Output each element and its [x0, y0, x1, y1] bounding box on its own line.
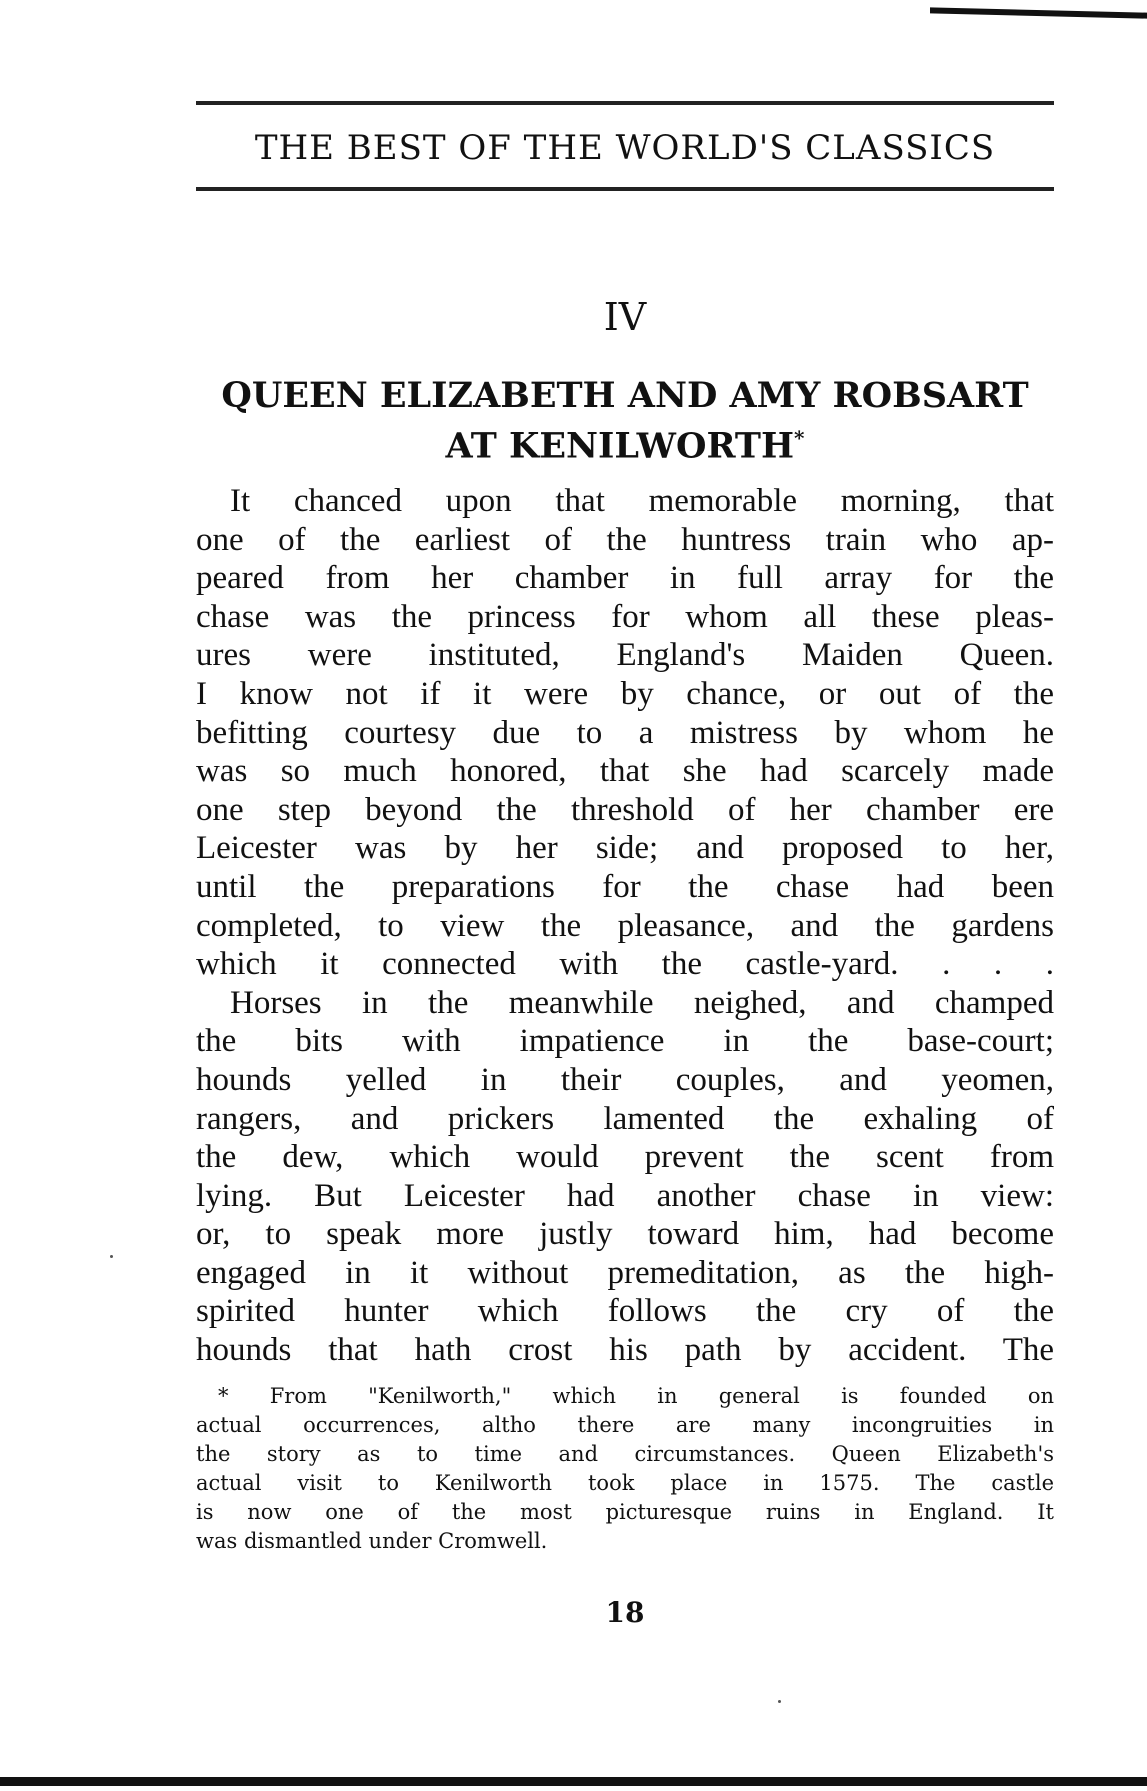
body-line: one step beyond the threshold of her chamber ere — [196, 791, 1054, 828]
footnote-marker: * — [794, 426, 805, 450]
footnote-line: actual occurrences, altho there are many incongruities in — [196, 1413, 1054, 1437]
body-line: one of the earliest of the huntress train who ap- — [196, 521, 1054, 558]
body-line: hounds yelled in their couples, and yeomen, — [196, 1061, 1054, 1098]
header-rule-bottom — [196, 187, 1054, 191]
chapter-title-text: AT KENILWORTH — [445, 425, 795, 467]
body-line: It chanced upon that memorable morning, that — [230, 483, 1054, 519]
chapter-title-line-1: QUEEN ELIZABETH AND AMY ROBSART — [221, 375, 1029, 416]
footnote-line: actual visit to Kenilworth took place in 1575. The castle — [196, 1471, 1054, 1495]
chapter-title-line-2 — [196, 417, 1054, 468]
body-line: I know not if it were by chance, or out of the — [196, 675, 1054, 712]
footnote-line: was dismantled under Cromwell. — [196, 1529, 548, 1553]
footnote-line: is now one of the most picturesque ruins in England. It — [196, 1500, 1054, 1524]
running-head: THE BEST OF THE WORLD'S CLASSICS — [254, 128, 996, 168]
body-line: peared from her chamber in full array for the — [196, 560, 1054, 597]
body-line: Horses in the meanwhile neighed, and champed — [230, 984, 1054, 1021]
chapter-number: IV — [603, 295, 647, 339]
footnote-line: * From "Kenilworth," which in general is founded on — [218, 1384, 1054, 1408]
body-line: which it connected with the castle-yard. . . . — [196, 946, 1054, 983]
body-line: spirited hunter which follows the cry of the — [196, 1293, 1054, 1330]
body-line: was so much honored, that she had scarcely made — [196, 753, 1054, 790]
body-line: the bits with impatience in the base-court; — [196, 1023, 1054, 1060]
body-line: Leicester was by her side; and proposed to her, — [196, 830, 1054, 867]
body-line: completed, to view the pleasance, and the gardens — [196, 907, 1054, 944]
body-line: befitting courtesy due to a mistress by whom he — [196, 714, 1054, 751]
chapter-title — [196, 375, 1054, 468]
body-line: engaged in it without premeditation, as the high- — [196, 1254, 1054, 1291]
footnote — [196, 1382, 1054, 1556]
body-line: the dew, which would prevent the scent from — [196, 1139, 1054, 1176]
body-line: or, to speak more justly toward him, had become — [196, 1216, 1054, 1253]
body-line: lying. But Leicester had another chase in view: — [196, 1177, 1054, 1214]
body-line: chase was the princess for whom all these pleas- — [196, 598, 1054, 635]
body-line: ures were instituted, England's Maiden Queen. — [196, 637, 1054, 674]
body-line: rangers, and prickers lamented the exhaling of — [196, 1100, 1054, 1137]
footnote-line: the story as to time and circumstances. Queen Elizabeth's — [196, 1442, 1054, 1466]
header-rule-top — [196, 101, 1054, 105]
body-text — [196, 482, 1054, 1370]
page-number: 18 — [605, 1596, 645, 1629]
body-line: hounds that hath crost his path by accident. The — [196, 1332, 1054, 1369]
bottom-edge-rule — [0, 1777, 1147, 1786]
paper-speck — [110, 1255, 113, 1258]
top-edge-rule — [930, 7, 1147, 18]
paper-speck — [778, 1700, 781, 1703]
body-line: until the preparations for the chase had been — [196, 868, 1054, 905]
